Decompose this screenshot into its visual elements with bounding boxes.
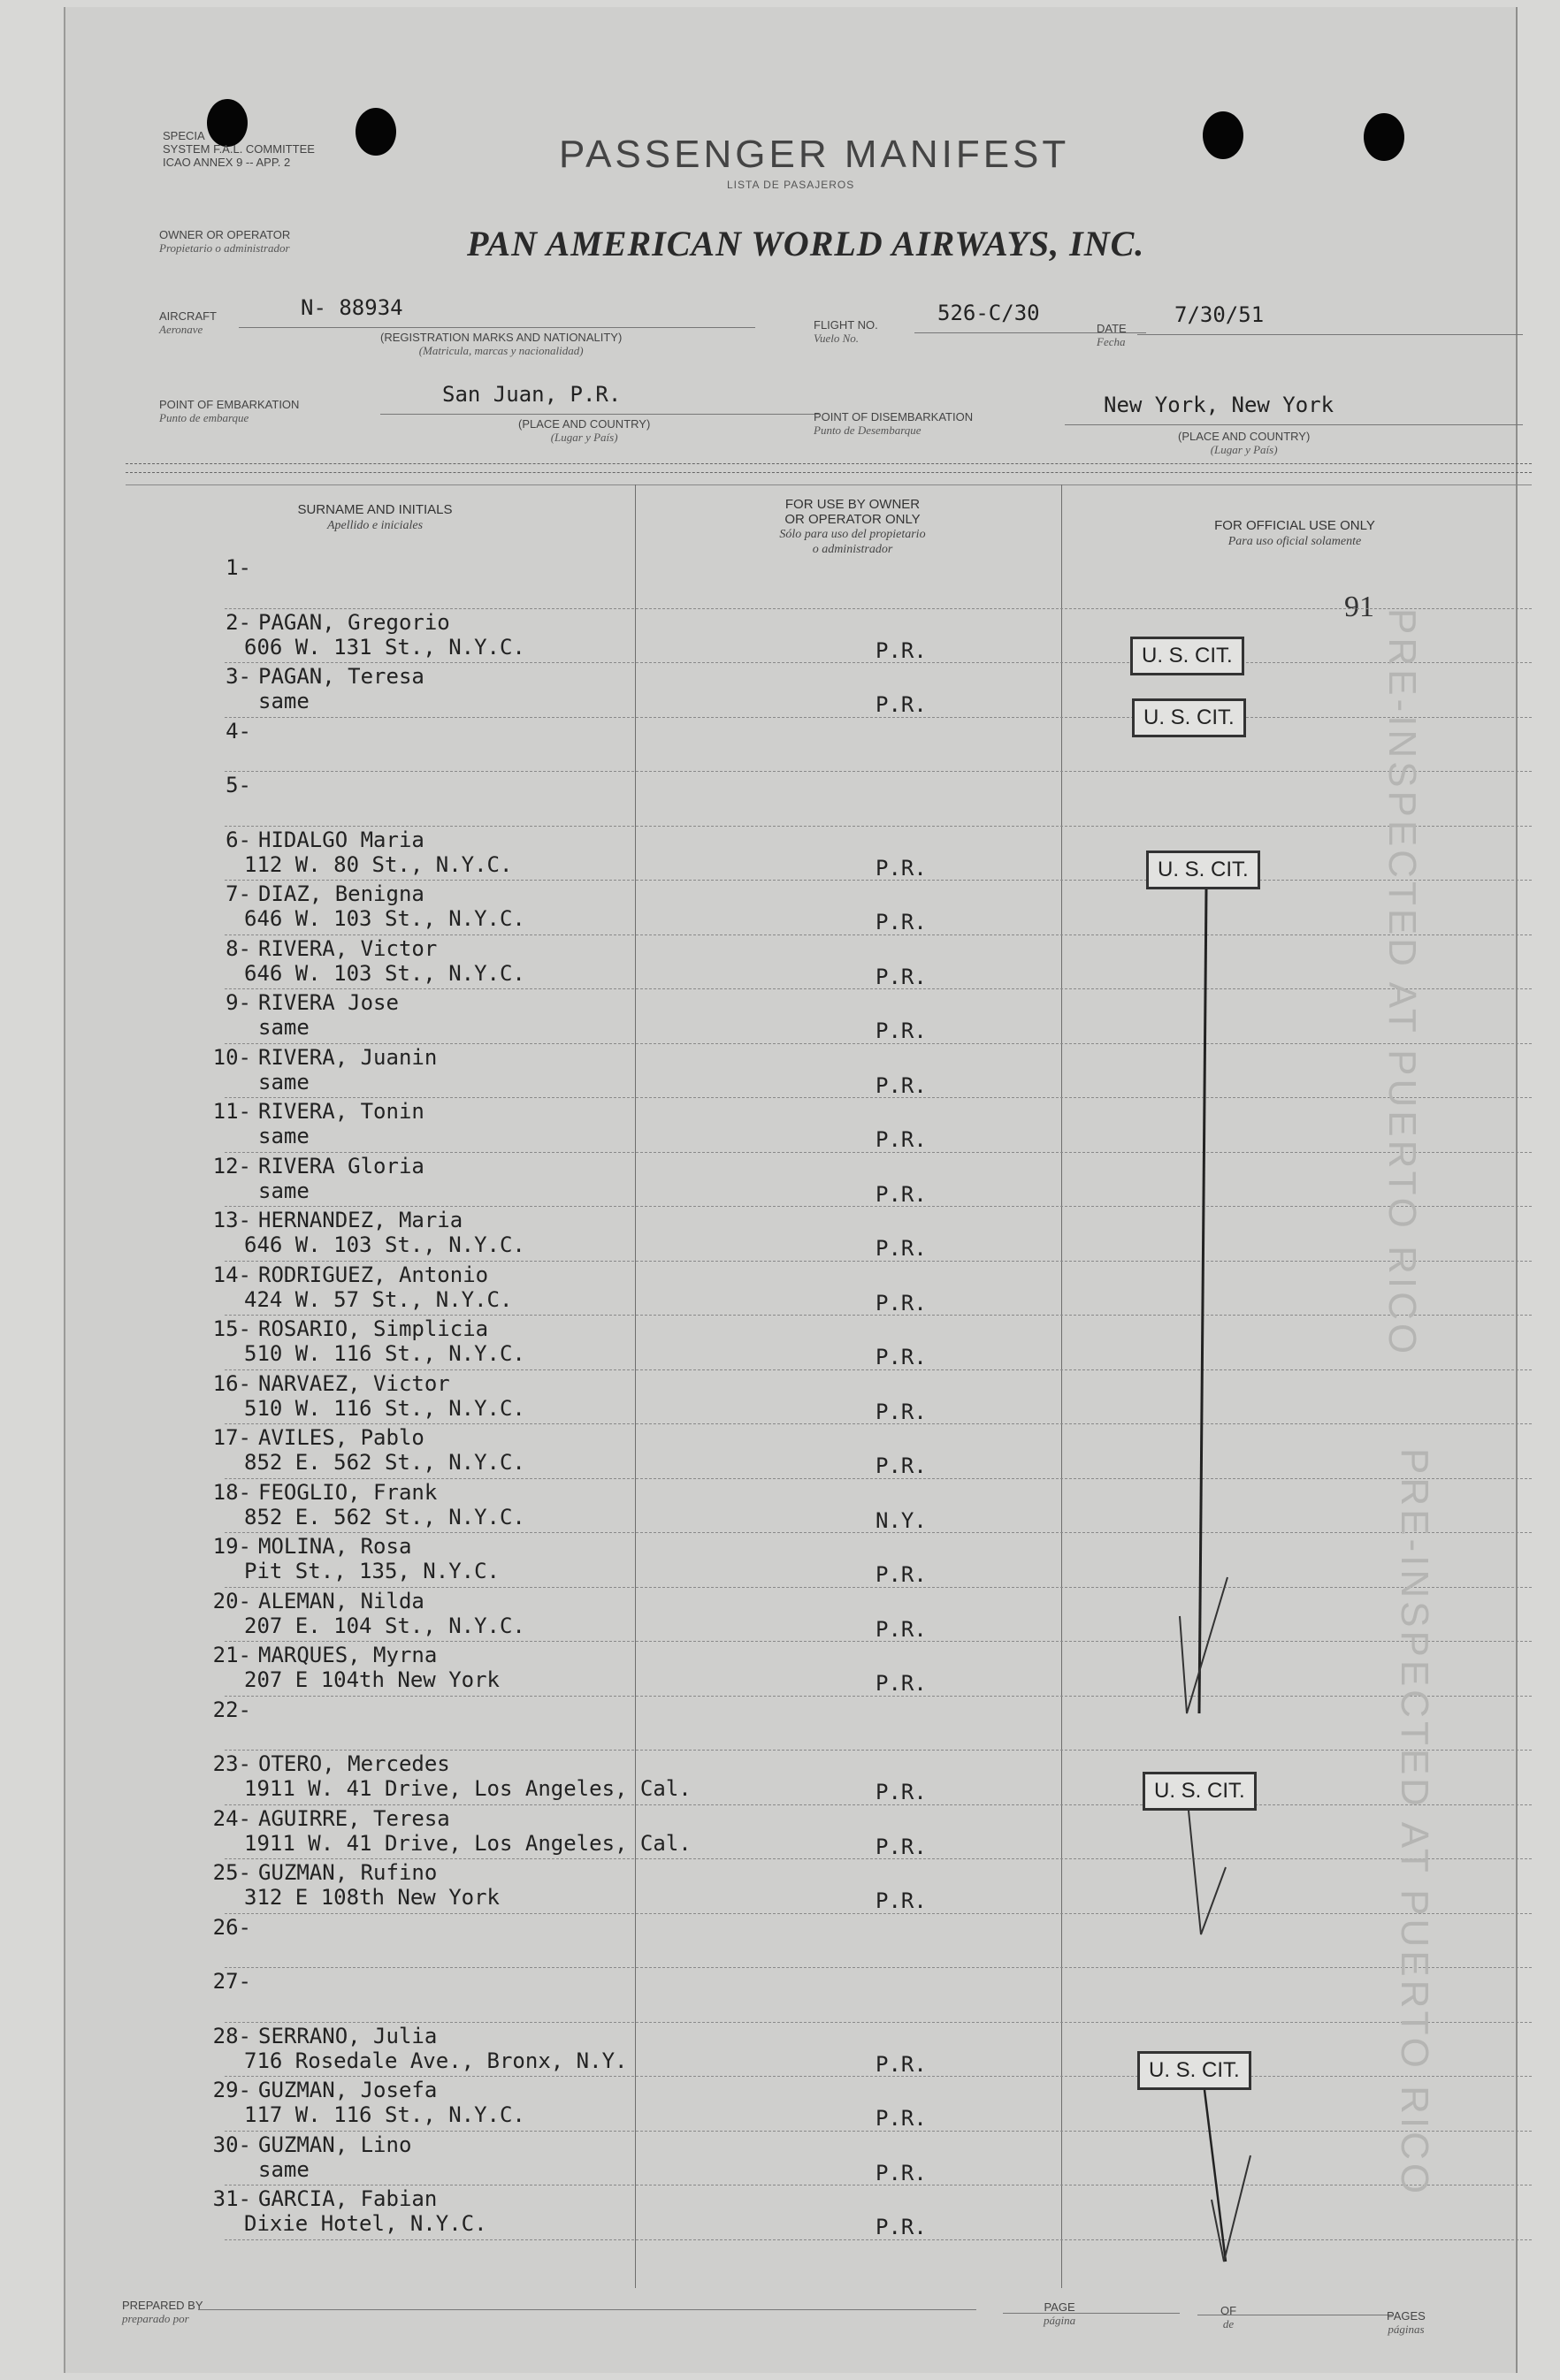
passenger-name: PAGAN, Gregorio — [258, 609, 450, 635]
passenger-name: NARVAEZ, Victor — [258, 1370, 450, 1396]
handwritten-count: 91 — [1344, 591, 1374, 623]
footer-prepared-by-es: preparado por — [122, 2312, 189, 2325]
passenger-origin: P.R. — [876, 637, 927, 663]
row-number: 24- — [212, 1805, 251, 1831]
aircraft-note-en: (REGISTRATION MARKS AND NATIONALITY) — [380, 331, 623, 344]
column-header-owner-use-es-1: Sólo para uso del propietario — [779, 528, 926, 541]
flight-date: 7/30/51 — [1174, 302, 1265, 327]
passenger-name: RIVERA Jose — [258, 990, 399, 1015]
passenger-origin: P.R. — [876, 1834, 927, 1859]
passenger-name: RIVERA, Tonin — [258, 1099, 424, 1124]
footer-of-es: de — [1222, 2317, 1235, 2330]
date-label-es: Fecha — [1097, 335, 1126, 348]
row-number: 2- — [226, 609, 251, 635]
passenger-address: 852 E. 562 St., N.Y.C. — [244, 1504, 525, 1529]
row-number: 14- — [212, 1262, 251, 1287]
passenger-address: 312 E 108th New York — [244, 1885, 500, 1910]
row-number: 17- — [212, 1425, 251, 1450]
passenger-address: 1911 W. 41 Drive, Los Angeles, Cal. — [244, 1830, 692, 1856]
owner-label-en: OWNER OR OPERATOR — [159, 228, 291, 241]
row-number: 23- — [212, 1751, 251, 1776]
row-number: 22- — [212, 1697, 251, 1722]
row-number: 15- — [212, 1316, 251, 1341]
row-number: 12- — [212, 1153, 251, 1179]
check-line-3-tick — [1212, 2155, 1250, 2262]
passenger-name: ROSARIO, Simplicia — [258, 1316, 489, 1341]
form-ref-line-2: SYSTEM F.A.L. COMMITTEE — [163, 142, 315, 156]
passenger-name: GUZMAN, Rufino — [258, 1860, 438, 1885]
column-header-owner-use-es-2: o administrador — [812, 543, 893, 556]
passenger-address: 112 W. 80 St., N.Y.C. — [244, 851, 513, 877]
footer-pages — [1387, 2309, 1426, 2336]
passenger-address: 852 E. 562 St., N.Y.C. — [244, 1450, 525, 1475]
aircraft-note-es: (Matricula, marcas y nacionalidad) — [418, 344, 584, 357]
embarkation-label-en: POINT OF EMBARKATION — [159, 398, 300, 411]
passenger-origin: P.R. — [876, 2106, 927, 2131]
passenger-address: same — [258, 1069, 310, 1095]
footer-page-line — [1003, 2313, 1180, 2314]
row-number: 29- — [212, 2078, 251, 2102]
form-ref-line-1: SPECIA — [163, 129, 205, 142]
footer-prepared-by-en: PREPARED BY — [122, 2299, 203, 2312]
passenger-name: AGUIRRE, Teresa — [258, 1805, 450, 1831]
column-header-surname-en: SURNAME AND INITIALS — [297, 502, 453, 517]
us-cit-stamp: U. S. CIT. — [1130, 637, 1244, 675]
passenger-address: Pit St., 135, N.Y.C. — [244, 1559, 500, 1583]
row-number: 3- — [226, 664, 251, 689]
footer-pages-en: PAGES — [1387, 2309, 1426, 2323]
check-line-1-tick — [1180, 1577, 1227, 1713]
us-cit-stamp: U. S. CIT. — [1132, 698, 1246, 737]
passenger-origin: P.R. — [876, 2160, 927, 2185]
passenger-origin: P.R. — [876, 1072, 927, 1098]
column-header-owner-use-2: OR OPERATOR ONLY — [784, 512, 921, 527]
passenger-origin: P.R. — [876, 2051, 927, 2077]
aircraft-registration: N- 88934 — [301, 295, 403, 320]
row-number: 27- — [212, 1969, 251, 1994]
official-check-marks — [65, 7, 1516, 2373]
passenger-name: GARCIA, Fabian — [258, 2186, 438, 2211]
passenger-address: 646 W. 103 St., N.Y.C. — [244, 960, 525, 986]
passenger-address: same — [258, 2156, 310, 2182]
passenger-origin: P.R. — [876, 1562, 927, 1587]
check-line-3 — [1204, 2090, 1226, 2262]
date-label-en: DATE — [1097, 322, 1127, 335]
disembarkation-value: New York, New York — [1104, 393, 1334, 417]
footer-of-en: OF — [1220, 2304, 1237, 2317]
row-number: 30- — [212, 2132, 251, 2157]
passenger-name: MARQUES, Myrna — [258, 1643, 438, 1667]
passenger-address: 510 W. 116 St., N.Y.C. — [244, 1395, 525, 1421]
passenger-origin: P.R. — [876, 855, 927, 881]
passenger-address: 207 E. 104 St., N.Y.C. — [244, 1613, 525, 1638]
footer-prepared-by-line — [198, 2309, 976, 2310]
row-number: 18- — [212, 1479, 251, 1505]
passenger-origin: P.R. — [876, 1453, 927, 1478]
passenger-address: same — [258, 689, 310, 713]
aircraft-label-es: Aeronave — [159, 323, 203, 336]
passenger-name: PAGAN, Teresa — [258, 664, 424, 689]
passenger-origin: P.R. — [876, 692, 927, 717]
footer-page-es: página — [1044, 2314, 1076, 2327]
disembarkation-label-es: Punto de Desembarque — [814, 423, 921, 437]
passenger-origin: P.R. — [876, 1888, 927, 1913]
passenger-origin: P.R. — [876, 1236, 927, 1261]
row-number: 10- — [212, 1044, 251, 1070]
form-ref-line-3: ICAO ANNEX 9 -- APP. 2 — [163, 156, 291, 169]
pre-inspected-stamp: PRE-INSPECTED AT PUERTO RICO — [1380, 608, 1424, 1358]
column-header-official-use-en: FOR OFFICIAL USE ONLY — [1214, 518, 1375, 533]
passenger-origin: P.R. — [876, 1671, 927, 1696]
row-number: 1- — [226, 555, 251, 580]
row-number: 25- — [212, 1860, 251, 1885]
row-number: 5- — [226, 773, 251, 797]
passenger-address: same — [258, 1015, 310, 1040]
passenger-name: FEOGLIO, Frank — [258, 1479, 438, 1505]
passenger-origin: P.R. — [876, 1345, 927, 1369]
passenger-name: ALEMAN, Nilda — [258, 1588, 424, 1613]
footer-pages-es: páginas — [1388, 2323, 1425, 2336]
row-number: 6- — [226, 827, 251, 852]
disembarkation-label-en: POINT OF DISEMBARKATION — [814, 410, 974, 423]
passenger-name: HERNANDEZ, Maria — [258, 1208, 463, 1232]
passenger-name: RIVERA, Juanin — [258, 1044, 438, 1070]
flight-label-en: FLIGHT NO. — [814, 318, 878, 332]
us-cit-stamp: U. S. CIT. — [1146, 851, 1260, 889]
passenger-origin: P.R. — [876, 1181, 927, 1207]
us-cit-stamp: U. S. CIT. — [1143, 1772, 1257, 1811]
passenger-address: 1911 W. 41 Drive, Los Angeles, Cal. — [244, 1776, 692, 1801]
row-number: 4- — [226, 718, 251, 744]
footer-page-en: PAGE — [1044, 2300, 1075, 2314]
row-number: 13- — [212, 1208, 251, 1232]
passenger-address: 716 Rosedale Ave., Bronx, N.Y. — [244, 2048, 628, 2073]
flight-label-es: Vuelo No. — [814, 332, 860, 345]
passenger-name: RIVERA, Victor — [258, 935, 438, 961]
disembarkation-note-es: (Lugar y País) — [1210, 443, 1278, 456]
passenger-origin: P.R. — [876, 1018, 927, 1043]
passenger-name: MOLINA, Rosa — [258, 1534, 412, 1559]
passenger-address: 646 W. 103 St., N.Y.C. — [244, 1232, 525, 1257]
us-cit-stamp: U. S. CIT. — [1137, 2051, 1251, 2090]
passenger-origin: P.R. — [876, 1616, 927, 1642]
pre-inspected-stamp: PRE-INSPECTED AT PUERTO RICO — [1393, 1448, 1436, 2198]
row-number: 31- — [212, 2186, 251, 2211]
passenger-origin: P.R. — [876, 1290, 927, 1316]
passenger-name: HIDALGO Maria — [258, 827, 424, 852]
row-number: 21- — [212, 1643, 251, 1667]
row-number: 8- — [226, 935, 251, 961]
passenger-address: 646 W. 103 St., N.Y.C. — [244, 906, 525, 931]
passenger-address: Dixie Hotel, N.Y.C. — [244, 2211, 487, 2236]
flight-number: 526-C/30 — [937, 301, 1040, 325]
page-title: PASSENGER MANIFEST — [559, 133, 1070, 176]
row-number: 26- — [212, 1914, 251, 1940]
passenger-origin: P.R. — [876, 1127, 927, 1152]
column-header-surname-es: Apellido e iniciales — [326, 519, 424, 532]
row-number: 7- — [226, 881, 251, 906]
passenger-name: GUZMAN, Josefa — [258, 2078, 438, 2102]
row-number: 28- — [212, 2023, 251, 2048]
embarkation-label-es: Punto de embarque — [159, 411, 249, 424]
column-header-owner-use-1: FOR USE BY OWNER — [784, 497, 921, 512]
passenger-origin: N.Y. — [876, 1507, 927, 1533]
passenger-name: SERRANO, Julia — [258, 2023, 438, 2048]
operator-name: PAN AMERICAN WORLD AIRWAYS, INC. — [467, 224, 1145, 263]
passenger-address: same — [258, 1178, 310, 1203]
passenger-address: same — [258, 1124, 310, 1148]
embarkation-value: San Juan, P.R. — [442, 382, 622, 407]
passenger-address: 207 E 104th New York — [244, 1667, 500, 1692]
passenger-address: 424 W. 57 St., N.Y.C. — [244, 1286, 513, 1312]
passenger-name: RODRIGUEZ, Antonio — [258, 1262, 489, 1287]
column-header-official-use-es: Para uso oficial solamente — [1227, 535, 1362, 548]
passenger-origin: P.R. — [876, 2215, 927, 2239]
passenger-name: AVILES, Pablo — [258, 1425, 424, 1450]
row-number: 16- — [212, 1370, 251, 1396]
aircraft-label-en: AIRCRAFT — [159, 309, 217, 323]
footer-page — [1044, 2300, 1075, 2327]
passenger-name: RIVERA Gloria — [258, 1153, 424, 1179]
row-number: 9- — [226, 990, 251, 1015]
row-number: 20- — [212, 1588, 251, 1613]
row-number: 11- — [212, 1099, 251, 1124]
passenger-origin: P.R. — [876, 1780, 927, 1804]
row-number: 19- — [212, 1534, 251, 1559]
passenger-address: 117 W. 116 St., N.Y.C. — [244, 2102, 525, 2127]
passenger-name: OTERO, Mercedes — [258, 1751, 450, 1776]
embarkation-note-es: (Lugar y País) — [550, 431, 618, 444]
passenger-origin: P.R. — [876, 964, 927, 989]
passenger-origin: P.R. — [876, 910, 927, 934]
owner-label-es: Propietario o administrador — [159, 241, 290, 255]
check-line-1 — [1199, 889, 1206, 1713]
page-subtitle: LISTA DE PASAJEROS — [727, 179, 855, 191]
embarkation-note-en: (PLACE AND COUNTRY) — [518, 417, 651, 431]
footer-prepared-by — [122, 2299, 203, 2325]
passenger-address: 606 W. 131 St., N.Y.C. — [244, 634, 525, 660]
footer-of — [1220, 2304, 1236, 2330]
disembarkation-note-en: (PLACE AND COUNTRY) — [1178, 430, 1311, 443]
passenger-origin: P.R. — [876, 1399, 927, 1424]
manifest-sheet — [64, 7, 1518, 2373]
passenger-name: DIAZ, Benigna — [258, 881, 424, 906]
passenger-address: 510 W. 116 St., N.Y.C. — [244, 1341, 525, 1366]
check-line-2 — [1189, 1811, 1226, 1934]
passenger-name: GUZMAN, Lino — [258, 2132, 412, 2157]
